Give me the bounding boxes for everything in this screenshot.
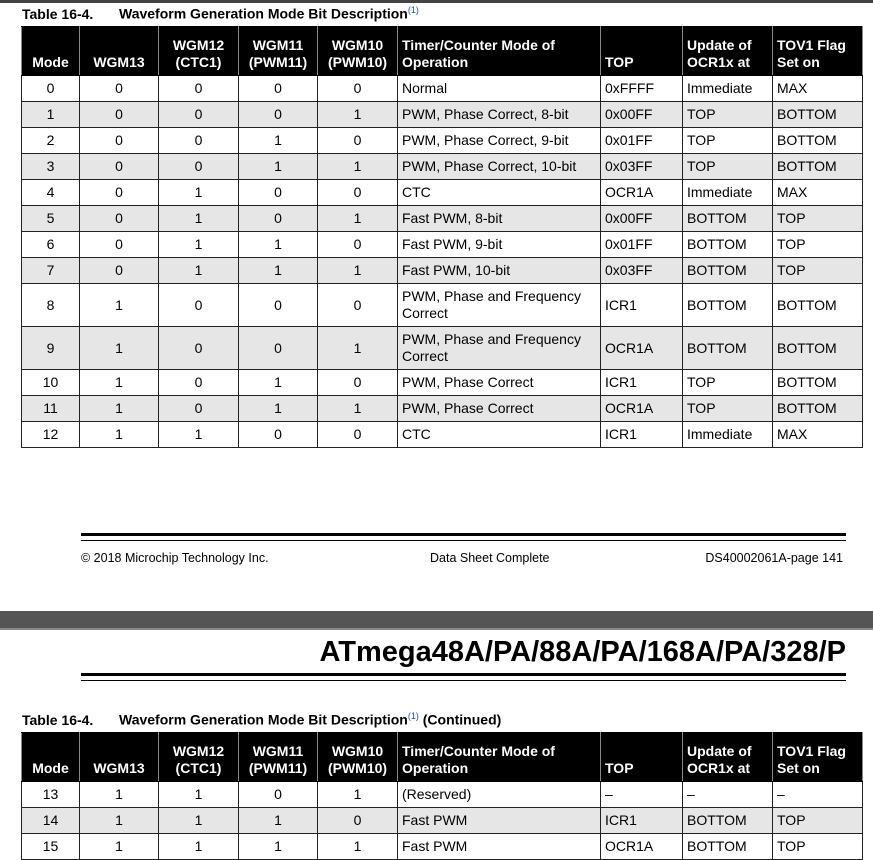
- cell-op: PWM, Phase and Frequency Correct: [398, 327, 601, 370]
- cell-wgm12: 0: [159, 128, 239, 154]
- cell-update: BOTTOM: [683, 232, 773, 258]
- table-row: [22, 370, 863, 396]
- header-wgm12: WGM12 (CTC1): [159, 27, 239, 76]
- cell-update: BOTTOM: [683, 206, 773, 232]
- cell-wgm11: 1: [239, 232, 318, 258]
- cell-top: 0x01FF: [601, 128, 683, 154]
- header-update: Update of OCR1x at: [683, 27, 773, 76]
- cell-mode: 12: [22, 422, 80, 448]
- cell-wgm13: 1: [80, 834, 159, 860]
- cell-mode: 13: [22, 782, 80, 808]
- cell-update: Immediate: [683, 422, 773, 448]
- cell-op: (Reserved): [398, 782, 601, 808]
- cell-tov: MAX: [773, 180, 863, 206]
- cell-top: OCR1A: [601, 834, 683, 860]
- cell-top: ICR1: [601, 808, 683, 834]
- cell-wgm10: 1: [318, 782, 398, 808]
- cell-mode: 3: [22, 154, 80, 180]
- cell-mode: 15: [22, 834, 80, 860]
- footer-page-number: DS40002061A-page 141: [705, 551, 843, 565]
- cell-tov: MAX: [773, 422, 863, 448]
- cell-update: BOTTOM: [683, 258, 773, 284]
- cell-op: CTC: [398, 422, 601, 448]
- table-caption: [22, 5, 419, 22]
- cell-update: –: [683, 782, 773, 808]
- cell-wgm13: 1: [80, 284, 159, 327]
- cell-top: 0x03FF: [601, 258, 683, 284]
- cell-tov: BOTTOM: [773, 128, 863, 154]
- cell-mode: 4: [22, 180, 80, 206]
- cell-wgm13: 1: [80, 327, 159, 370]
- table-row: [22, 128, 863, 154]
- cell-wgm11: 0: [239, 782, 318, 808]
- cell-wgm10: 0: [318, 232, 398, 258]
- table-row: [22, 206, 863, 232]
- cell-tov: BOTTOM: [773, 102, 863, 128]
- cell-wgm10: 0: [318, 128, 398, 154]
- cell-tov: TOP: [773, 834, 863, 860]
- cell-op: PWM, Phase Correct, 9-bit: [398, 128, 601, 154]
- cell-mode: 11: [22, 396, 80, 422]
- cell-wgm12: 0: [159, 76, 239, 102]
- cell-wgm12: 0: [159, 327, 239, 370]
- cell-wgm12: 1: [159, 232, 239, 258]
- cell-wgm12: 1: [159, 808, 239, 834]
- cell-op: PWM, Phase Correct, 10-bit: [398, 154, 601, 180]
- cell-top: 0x00FF: [601, 206, 683, 232]
- cell-mode: 8: [22, 284, 80, 327]
- table-row: [22, 396, 863, 422]
- cell-wgm12: 1: [159, 782, 239, 808]
- cell-update: TOP: [683, 396, 773, 422]
- cell-op: PWM, Phase and Frequency Correct: [398, 284, 601, 327]
- cell-wgm13: 0: [80, 102, 159, 128]
- cell-op: CTC: [398, 180, 601, 206]
- cell-op: Fast PWM: [398, 808, 601, 834]
- footnote-link[interactable]: (1): [407, 711, 419, 721]
- cell-wgm13: 0: [80, 206, 159, 232]
- table-row: [22, 102, 863, 128]
- cell-wgm10: 0: [318, 76, 398, 102]
- table-title: Waveform Generation Mode Bit Description: [119, 5, 408, 22]
- cell-wgm12: 0: [159, 284, 239, 327]
- cell-tov: –: [773, 782, 863, 808]
- cell-wgm13: 1: [80, 782, 159, 808]
- table-row: [22, 180, 863, 206]
- cell-wgm11: 1: [239, 128, 318, 154]
- cell-mode: 9: [22, 327, 80, 370]
- table-row: [22, 782, 863, 808]
- cell-wgm10: 1: [318, 206, 398, 232]
- cell-wgm10: 1: [318, 396, 398, 422]
- cell-wgm10: 0: [318, 284, 398, 327]
- header-rule-thin: [81, 680, 846, 681]
- cell-op: Fast PWM: [398, 834, 601, 860]
- cell-top: –: [601, 782, 683, 808]
- cell-wgm10: 1: [318, 327, 398, 370]
- cell-update: BOTTOM: [683, 284, 773, 327]
- header-wgm10: WGM10 (PWM10): [318, 27, 398, 76]
- header-wgm13: WGM13: [80, 27, 159, 76]
- cell-mode: 10: [22, 370, 80, 396]
- cell-wgm11: 1: [239, 370, 318, 396]
- cell-update: BOTTOM: [683, 808, 773, 834]
- cell-tov: BOTTOM: [773, 327, 863, 370]
- header-top: TOP: [601, 27, 683, 76]
- cell-mode: 14: [22, 808, 80, 834]
- cell-wgm10: 1: [318, 102, 398, 128]
- cell-tov: TOP: [773, 206, 863, 232]
- cell-top: 0xFFFF: [601, 76, 683, 102]
- table-row: [22, 834, 863, 860]
- cell-wgm11: 0: [239, 284, 318, 327]
- cell-update: Immediate: [683, 180, 773, 206]
- cell-op: Normal: [398, 76, 601, 102]
- cell-tov: TOP: [773, 232, 863, 258]
- page-break-band: [0, 611, 873, 628]
- table-row: [22, 284, 863, 327]
- cell-update: BOTTOM: [683, 327, 773, 370]
- footer-center: Data Sheet Complete: [430, 551, 550, 565]
- cell-wgm11: 0: [239, 102, 318, 128]
- cell-wgm13: 0: [80, 154, 159, 180]
- cell-wgm11: 1: [239, 396, 318, 422]
- cell-wgm12: 0: [159, 370, 239, 396]
- footer-copyright: © 2018 Microchip Technology Inc.: [81, 551, 269, 565]
- cell-tov: TOP: [773, 258, 863, 284]
- cell-wgm13: 0: [80, 232, 159, 258]
- cell-op: PWM, Phase Correct: [398, 396, 601, 422]
- cell-wgm10: 0: [318, 180, 398, 206]
- cell-wgm10: 1: [318, 834, 398, 860]
- cell-wgm12: 1: [159, 180, 239, 206]
- cell-wgm10: 1: [318, 154, 398, 180]
- cell-wgm12: 0: [159, 102, 239, 128]
- cell-wgm11: 1: [239, 258, 318, 284]
- cell-update: TOP: [683, 370, 773, 396]
- page-title: ATmega48A/PA/88A/PA/168A/PA/328/P: [319, 636, 846, 668]
- cell-wgm12: 1: [159, 206, 239, 232]
- table-header-row: Mode WGM13 WGM12 (CTC1) WGM11 (PWM11) WGM10 (PWM10) Timer/Counter Mode of Operation TOP Update of OCR1x at TOV1 Flag Set on: [22, 733, 863, 782]
- cell-wgm11: 0: [239, 76, 318, 102]
- cell-wgm10: 0: [318, 808, 398, 834]
- cell-update: BOTTOM: [683, 834, 773, 860]
- table-row: [22, 232, 863, 258]
- cell-wgm13: 0: [80, 128, 159, 154]
- cell-top: ICR1: [601, 284, 683, 327]
- cell-top: 0x01FF: [601, 232, 683, 258]
- cell-mode: 6: [22, 232, 80, 258]
- cell-wgm10: 0: [318, 422, 398, 448]
- header-wgm11: WGM11 (PWM11): [239, 27, 318, 76]
- table-header-row: [22, 27, 863, 76]
- waveform-table-continued: [21, 732, 863, 860]
- cell-top: OCR1A: [601, 180, 683, 206]
- cell-wgm11: 0: [239, 180, 318, 206]
- cell-update: TOP: [683, 102, 773, 128]
- footer-rule-thin: [81, 540, 846, 541]
- cell-mode: 0: [22, 76, 80, 102]
- waveform-table: [21, 26, 863, 448]
- table-caption-continued: Table 16-4. Waveform Generation Mode Bit Description$^{(1)}$ (Continued): [22, 711, 502, 728]
- cell-update: TOP: [683, 128, 773, 154]
- cell-tov: BOTTOM: [773, 154, 863, 180]
- cell-wgm13: 0: [80, 76, 159, 102]
- cell-mode: 1: [22, 102, 80, 128]
- cell-op: PWM, Phase Correct, 8-bit: [398, 102, 601, 128]
- cell-wgm11: 1: [239, 154, 318, 180]
- cell-wgm12: 1: [159, 422, 239, 448]
- table-row: [22, 76, 863, 102]
- cell-wgm13: 0: [80, 180, 159, 206]
- header-mode: Mode: [22, 27, 80, 76]
- page-top-rule: [0, 0, 873, 3]
- cell-top: 0x03FF: [601, 154, 683, 180]
- cell-op: Fast PWM, 10-bit: [398, 258, 601, 284]
- header-operation: Timer/Counter Mode of Operation: [398, 27, 601, 76]
- cell-op: PWM, Phase Correct: [398, 370, 601, 396]
- page-break-edge: [0, 628, 873, 630]
- cell-wgm11: 0: [239, 327, 318, 370]
- cell-update: Immediate: [683, 76, 773, 102]
- table-row: [22, 327, 863, 370]
- cell-wgm13: 1: [80, 396, 159, 422]
- footnote-link[interactable]: (1): [407, 5, 419, 15]
- cell-mode: 2: [22, 128, 80, 154]
- cell-top: ICR1: [601, 422, 683, 448]
- cell-wgm10: 0: [318, 370, 398, 396]
- cell-tov: MAX: [773, 76, 863, 102]
- table-row: [22, 808, 863, 834]
- cell-tov: TOP: [773, 808, 863, 834]
- table-row: [22, 422, 863, 448]
- footer-rule-thick: [81, 533, 846, 536]
- cell-op: Fast PWM, 9-bit: [398, 232, 601, 258]
- cell-top: 0x00FF: [601, 102, 683, 128]
- table-row: [22, 258, 863, 284]
- table-number: Table 16-4.: [22, 5, 94, 22]
- cell-tov: BOTTOM: [773, 284, 863, 327]
- cell-wgm10: 1: [318, 258, 398, 284]
- table-row: [22, 154, 863, 180]
- cell-tov: BOTTOM: [773, 370, 863, 396]
- cell-update: TOP: [683, 154, 773, 180]
- cell-mode: 5: [22, 206, 80, 232]
- cell-top: OCR1A: [601, 327, 683, 370]
- cell-wgm12: 0: [159, 396, 239, 422]
- cell-wgm11: 0: [239, 422, 318, 448]
- cell-wgm11: 1: [239, 834, 318, 860]
- cell-wgm13: 1: [80, 808, 159, 834]
- cell-wgm12: 0: [159, 154, 239, 180]
- cell-wgm12: 1: [159, 834, 239, 860]
- continued-label: (Continued): [422, 711, 502, 728]
- cell-top: ICR1: [601, 370, 683, 396]
- cell-wgm11: 0: [239, 206, 318, 232]
- cell-top: OCR1A: [601, 396, 683, 422]
- cell-tov: BOTTOM: [773, 396, 863, 422]
- cell-op: Fast PWM, 8-bit: [398, 206, 601, 232]
- cell-mode: 7: [22, 258, 80, 284]
- header-rule-thick: [81, 673, 846, 676]
- header-tov: TOV1 Flag Set on: [773, 27, 863, 76]
- cell-wgm13: 0: [80, 258, 159, 284]
- cell-wgm12: 1: [159, 258, 239, 284]
- cell-wgm11: 1: [239, 808, 318, 834]
- cell-wgm13: 1: [80, 422, 159, 448]
- cell-wgm13: 1: [80, 370, 159, 396]
